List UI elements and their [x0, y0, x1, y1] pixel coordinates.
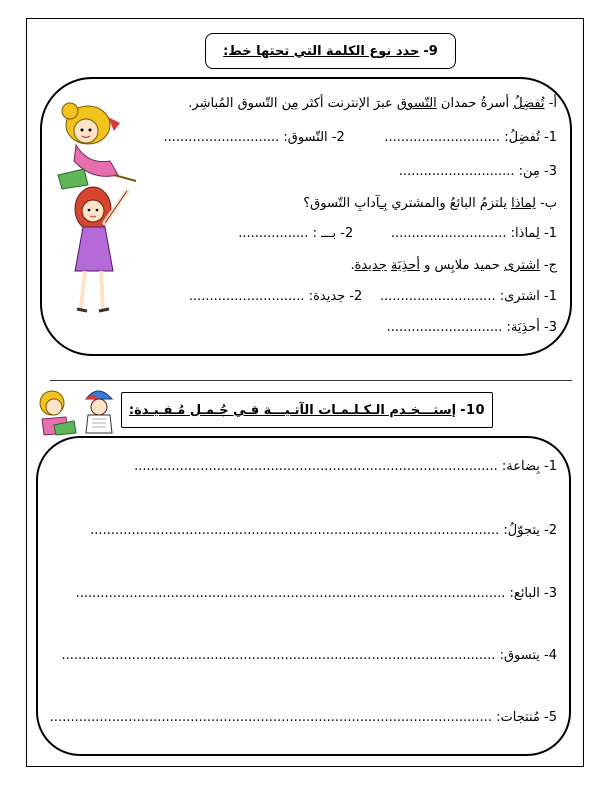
q10-title [121, 392, 493, 428]
q9-title-text: حدد نوع الكلمة التي تحتها خط: [223, 43, 420, 59]
q10-item5-label: 5- مُنتجات: [496, 710, 557, 725]
q9-title [205, 33, 456, 69]
q9c-item2-blank[interactable]: ............................ [188, 289, 305, 304]
q9c-item3-blank[interactable]: ............................ [386, 320, 503, 335]
q9c-word2: أحذِيَة [390, 258, 420, 273]
q9c-word3: جديدة [354, 258, 387, 273]
q9a-item2-label: 2- التّسوق: [283, 130, 345, 145]
q9a-item3-blank[interactable]: ............................ [398, 164, 515, 179]
q9c-item3-label: 3- أحذِيَة: [506, 320, 557, 335]
q9c-item1-blank[interactable]: ............................ [379, 289, 496, 304]
q9a-sentence [188, 96, 557, 111]
q9c-answers-row1 [189, 289, 557, 304]
q10-item1-label: 1- بِضاعة: [501, 459, 557, 474]
q9c-item2-label: 2- جديدة: [308, 289, 363, 304]
reading-girl-illustration [48, 95, 140, 193]
q10-item-2 [90, 523, 557, 538]
q9c-answers-row2 [387, 320, 557, 335]
q9c-text3: . [350, 258, 355, 273]
q10-item4-label: 4- يتسوق: [499, 648, 557, 663]
q9b-sentence [303, 196, 557, 211]
q9b-text1: يلتزمُ البائعُ والمشتري [387, 196, 512, 211]
q10-item5-blank[interactable]: ........................................................................................................... [49, 710, 492, 725]
q10-item-3 [76, 586, 557, 601]
q9b-item2-label: 2- بـــ : [312, 226, 354, 241]
q9c-word1: اشترى [503, 258, 540, 273]
q9b-word2: بِـ [379, 196, 388, 211]
q10-item1-blank[interactable]: ........................................................................................ [134, 459, 498, 474]
q9a-word2: التّسوق [396, 96, 437, 111]
q9b-word1: لِماذا [511, 196, 536, 211]
q10-item3-label: 3- البائع: [509, 586, 557, 601]
q10-title-text: إستـــخـدم الـكـلـمـات الآتـيـــة فـي جُـمـل مُـفـيـدة: [128, 402, 457, 418]
q9a-answers-row2 [399, 164, 557, 179]
q9a-label: أ- [548, 96, 557, 111]
q9c-text1: حميد ملابِس و [419, 258, 504, 273]
q10-item2-label: 2- يتجوّلُ: [503, 523, 557, 538]
q9-title-number: 9- [423, 43, 438, 59]
q9b-item1-blank[interactable]: ............................ [390, 226, 507, 241]
q9a-item1-label: 1- تُفضِلُ: [504, 130, 557, 145]
q9a-word3: مِن [281, 96, 299, 111]
q9a-item1-blank[interactable]: ............................ [384, 130, 501, 145]
q9a-word1: تُفضِلُ [513, 96, 545, 111]
q9b-label: ب- [540, 196, 557, 211]
q9b-answers-row [238, 226, 557, 241]
q10-item-5 [50, 710, 557, 725]
kids-reading-illustration [34, 385, 120, 437]
q10-item3-blank[interactable]: ........................................................................................................ [75, 586, 506, 601]
q9a-item3-label: 3- مِن: [518, 164, 557, 179]
q9b-item1-label: 1- لِماذا: [510, 226, 557, 241]
q9a-item2-blank[interactable]: ............................ [163, 130, 280, 145]
q10-item-4 [62, 648, 557, 663]
q10-title-number: 10- [460, 402, 486, 418]
q9b-item2-blank[interactable]: ................. [238, 226, 309, 241]
section-separator [50, 380, 572, 381]
q10-item4-blank[interactable]: ......................................................................................................... [61, 648, 496, 663]
q10-item-1 [134, 459, 557, 474]
q9c-sentence [350, 258, 557, 273]
q9a-text3: التّسوق المُباشِر. [188, 96, 282, 111]
q9b-text2: آدابِ التّسوق؟ [303, 196, 380, 211]
q9a-text2: عبرَ الإنترنت أكثر [298, 96, 397, 111]
q9a-answers-row1 [164, 130, 557, 145]
q9c-item1-label: 1- اشترى: [499, 289, 557, 304]
standing-girl-illustration [63, 183, 135, 315]
q9a-text1: أسرةُ حمدان [436, 96, 514, 111]
q10-item2-blank[interactable]: ................................................................................................... [90, 523, 500, 538]
q9c-label: ج- [543, 258, 557, 273]
